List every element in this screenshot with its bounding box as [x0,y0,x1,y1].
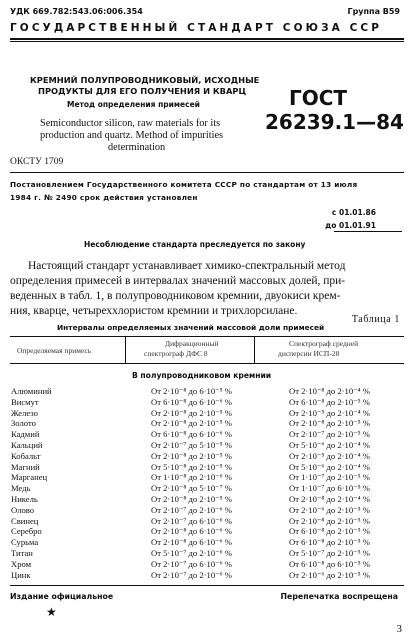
table-row [10,451,400,462]
impurity-table [10,386,400,580]
table-header-divider-2 [254,337,255,363]
isp-range: От 2·10⁻⁸ до 2·10⁻⁴ % [289,493,370,504]
impurity-name: Олово [11,504,35,515]
dfs-range: От 5·10⁻⁸ до 2·10⁻⁵ % [151,461,232,472]
group-code: Группа В59 [347,7,400,16]
udk-code: УДК 669.782:543.06:006.354 [10,7,143,16]
column-header-dfs-line2: спектрограф ДФС 8 [144,349,208,358]
impurity-name: Медь [11,483,31,494]
table-row [10,462,400,473]
isp-range: От 2·10⁻⁷ до 2·10⁻⁵ % [289,429,370,440]
table-row [10,537,400,548]
table-header-rule [10,363,404,364]
isp-range: От 2·10⁻⁸ до 2·10⁻⁵ % [289,515,370,526]
dfs-range: От 2·10⁻⁸ до 2·10⁻⁵ % [151,407,232,418]
dfs-range: От 2·10⁻⁸ до 2·10⁻⁵ % [151,450,232,461]
star-icon: ★ [46,605,57,619]
table-row [10,548,400,559]
impurity-name: Золото [11,418,36,429]
table-row [10,483,400,494]
dfs-range: От 2·10⁻⁸ до 6·10⁻⁶ % [151,537,232,548]
dfs-range: От 2·10⁻⁷ до 5·10⁻⁵ % [151,439,232,450]
dfs-range: От 2·10⁻⁷ до 6·10⁻⁶ % [151,515,232,526]
table-row [10,397,400,408]
table-row [10,440,400,451]
title-ru-subtitle: Метод определения примесей [67,100,200,109]
gost-label: ГОСТ [289,86,348,110]
table-header-divider-1 [125,337,126,363]
impurity-name: Кадмий [11,429,40,440]
table-row [10,408,400,419]
header-rule-thin [10,41,404,42]
title-en-line3: determination [108,142,166,153]
isp-range: От 6·10⁻⁸ до 2·10⁻⁵ % [289,537,370,548]
footer-rule [10,585,404,586]
impurity-name: Сурьма [11,537,39,548]
intro-line3: веденных в табл. 1, в полупроводниковом кремнии, двуокиси крем- [10,290,341,302]
table-row [10,505,400,516]
intro-line1: Настоящий стандарт устанавливает химико-спектральный метод [28,260,346,272]
column-header-impurity: Определяемая примесь [17,346,92,355]
effective-to: до 01.01.91 [325,221,376,230]
standard-banner: ГОСУДАРСТВЕННЫЙ СТАНДАРТ СОЮЗА ССР [10,22,383,34]
impurity-name: Кобальт [11,450,41,461]
title-ru-line1: КРЕМНИЙ ПОЛУПРОВОДНИКОВЫЙ, ИСХОДНЫЕ [30,75,260,85]
table-row [10,494,400,505]
dfs-range: От 1·10⁻⁸ до 2·10⁻⁶ % [151,472,232,483]
legal-notice: Несоблюдение стандарта преследуется по закону [84,240,306,249]
column-header-isp-line2: дисперсии ИСП-28 [278,349,340,358]
page-number: 3 [396,623,402,635]
isp-range: От 5·10⁻⁶ до 2·10⁻⁴ % [289,461,370,472]
impurity-name: Серебро [11,526,42,537]
impurity-name: Магний [11,461,40,472]
table-row [10,526,400,537]
impurity-name: Хром [11,558,32,569]
title-en-line2: production and quartz. Method of impurities [40,130,224,141]
dfs-range: От 2·10⁻⁷ до 2·10⁻⁶ % [151,569,232,580]
impurity-name: Свинец [11,515,39,526]
decree-line2: 1984 г. № 2490 срок действия установлен [10,193,198,202]
dfs-range: От 6·10⁻⁸ до 6·10⁻⁶ % [151,429,232,440]
table-section-title: В полупроводниковом кремнии [132,371,272,380]
isp-range: От 2·10⁻⁸ до 2·10⁻⁵ % [289,418,370,429]
isp-range: От 2·10⁻⁵ до 2·10⁻⁴ % [289,450,370,461]
isp-range: От 6·10⁻⁸ до 6·10⁻⁵ % [289,558,370,569]
intro-line2: определения примесей в интервалах значений массовых долей, при- [10,275,346,287]
impurity-name: Марганец [11,472,48,483]
isp-range: От 6·10⁻⁸ до 2·10⁻⁵ % [289,526,370,537]
dfs-range: От 2·10⁻⁷ до 6·10⁻⁶ % [151,558,232,569]
reprint-prohibited: Перепечатка воспрещена [280,592,398,601]
dfs-range: От 2·10⁻⁸ до 2·10⁻⁵ % [151,493,232,504]
isp-range: От 2·10⁻⁸ до 2·10⁻⁴ % [289,386,370,396]
title-ru-line2: ПРОДУКТЫ ДЛЯ ЕГО ПОЛУЧЕНИЯ И КВАРЦ [38,86,247,96]
impurity-name: Титан [11,547,33,558]
isp-range: От 2·10⁻⁶ до 2·10⁻⁵ % [289,569,370,580]
gost-number: 26239.1—84 [265,110,404,134]
table-row [10,559,400,570]
isp-range: От 6·10⁻⁸ до 2·10⁻⁵ % [289,396,370,407]
dfs-range: От 6·10⁻⁸ до 6·10⁻⁶ % [151,396,232,407]
table-row [10,386,400,397]
impurity-name: Цинк [11,569,31,580]
isp-range: От 1·10⁻⁷ до 2·10⁻⁵ % [289,472,370,483]
isp-range: От 5·10⁻⁶ до 2·10⁻⁴ % [289,439,370,450]
column-header-isp-line1: Спектрограф средней [289,339,359,348]
table-row [10,418,400,429]
table-label: Таблица 1 [351,314,400,325]
impurity-name: Никель [11,493,38,504]
dfs-range: От 2·10⁻⁸ до 6·10⁻⁵ % [151,386,232,396]
impurity-name: Железо [11,407,38,418]
table-row [10,472,400,483]
impurity-name: Висмут [11,396,39,407]
isp-range: От 2·10⁻⁵ до 2·10⁻⁴ % [289,407,370,418]
impurity-name: Алюминий [11,386,52,396]
impurity-name: Кальций [11,439,43,450]
okstu-code: ОКСТУ 1709 [10,157,64,167]
table-row [10,516,400,527]
isp-range: От 5·10⁻⁷ до 2·10⁻⁵ % [289,547,370,558]
date-underline [334,231,402,232]
isp-range: От 2·10⁻⁶ до 2·10⁻⁵ % [289,504,370,515]
title-en-line1: Semiconductor silicon, raw materials for its [40,118,221,129]
column-header-dfs-line1: Дифракционный [165,339,219,348]
header-rule [10,38,404,40]
dfs-range: От 2·10⁻⁸ до 5·10⁻⁷ % [151,483,232,494]
title-rule [10,172,404,173]
official-edition: Издание официальное [10,592,114,601]
table-row [10,429,400,440]
dfs-range: От 2·10⁻⁸ до 6·10⁻⁶ % [151,526,232,537]
table-top-rule [10,336,404,337]
isp-range: От 1·10⁻⁷ до 6·10⁻⁵ % [289,483,370,494]
decree-line1: Постановлением Государственного комитета СССР по стандартам от 13 июля [10,180,358,189]
dfs-range: От 5·10⁻⁷ до 2·10⁻⁶ % [151,547,232,558]
table-row [10,570,400,581]
table-caption: Интервалы определяемых значений массовой доли примесей [57,323,325,332]
intro-line4: ния, кварце, четыреххлористом кремнии и трихлорсилане. [10,305,298,317]
dfs-range: От 2·10⁻⁸ до 2·10⁻⁵ % [151,418,232,429]
effective-from: с 01.01.86 [331,208,376,217]
dfs-range: От 2·10⁻⁷ до 2·10⁻⁶ % [151,504,232,515]
